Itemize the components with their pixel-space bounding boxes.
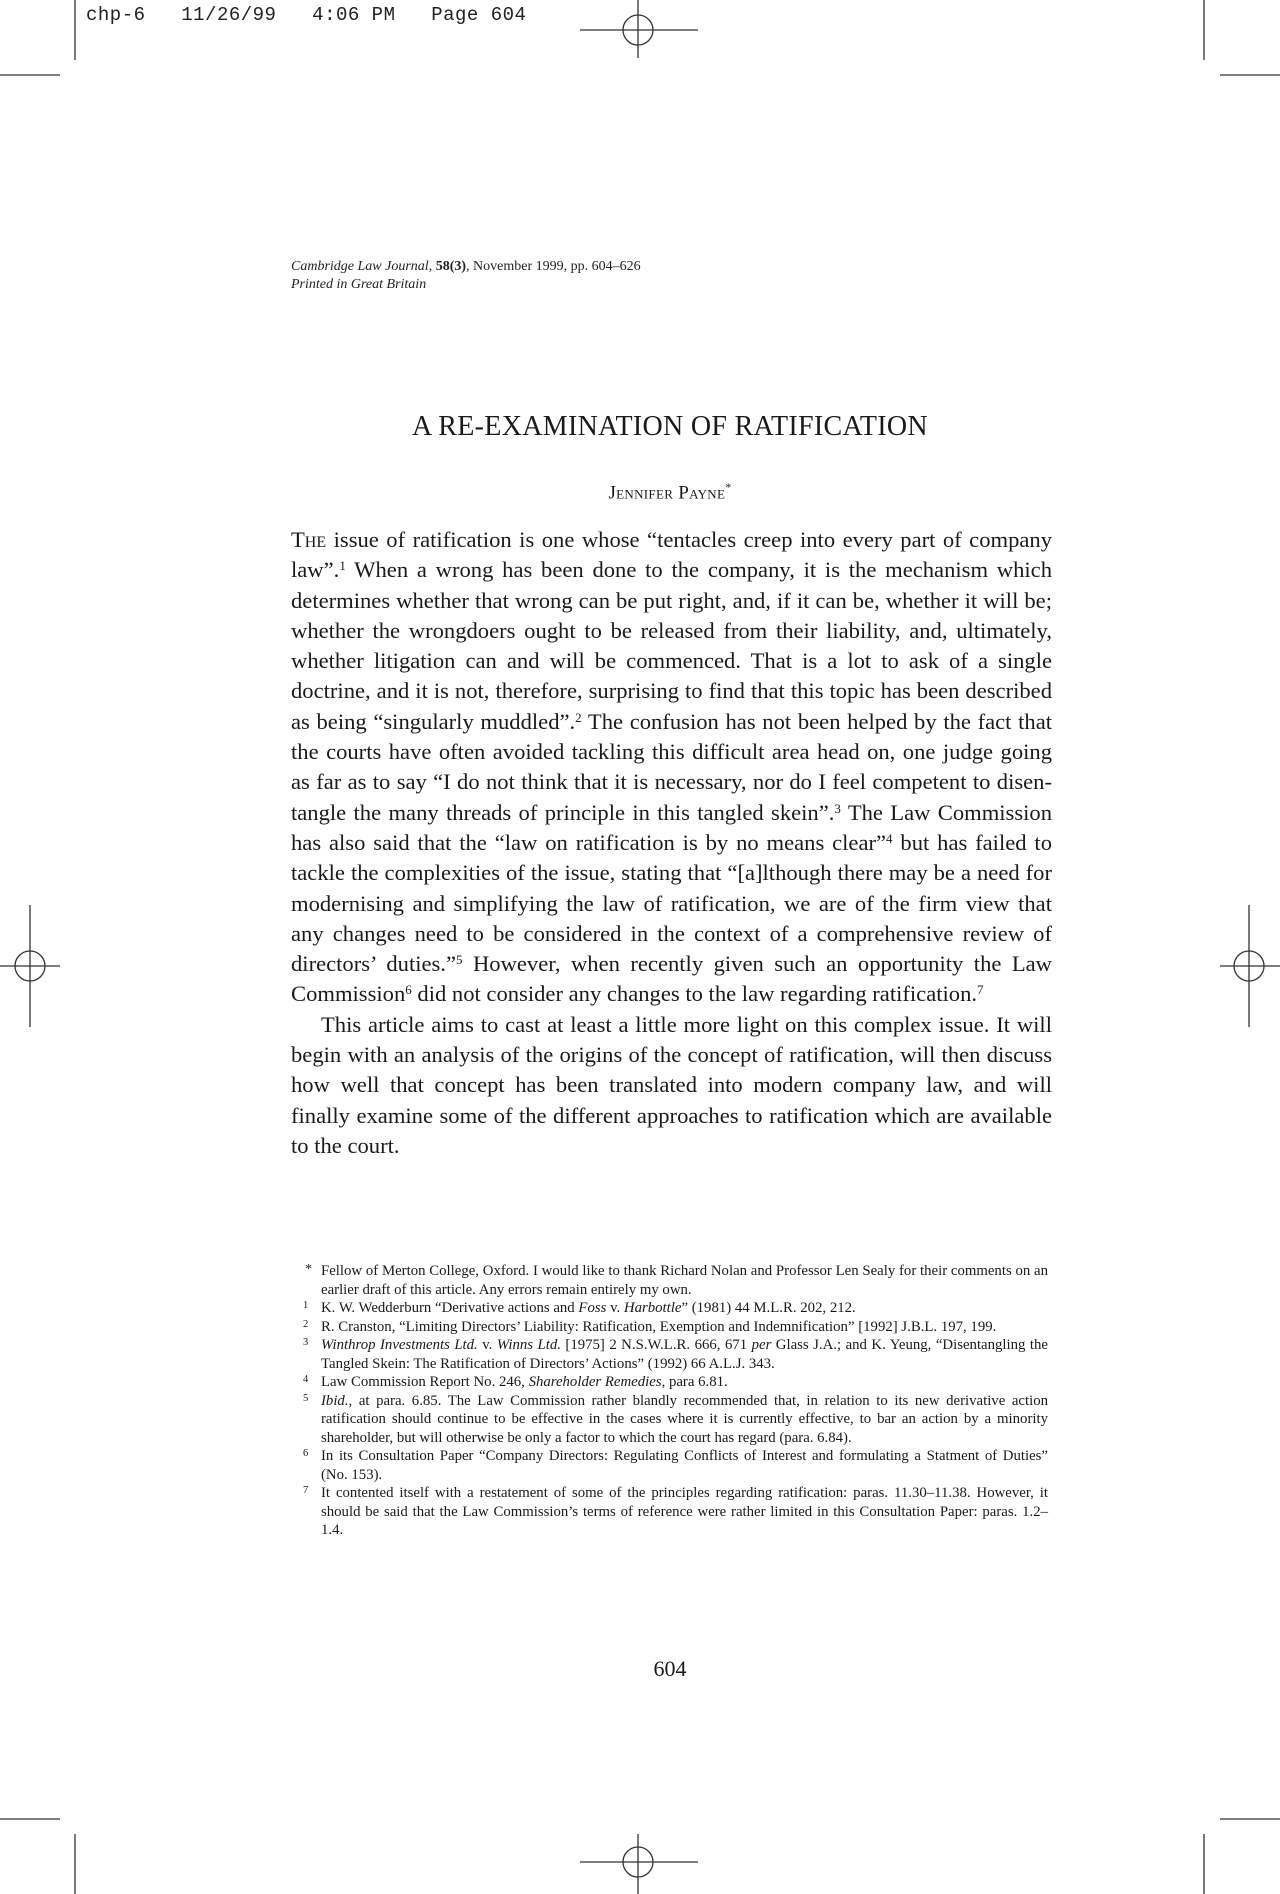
body-text-segment: The Law Commission has also said that the “law on ratification is by no means clear” — [291, 799, 1052, 855]
opening-small-caps: The — [291, 527, 327, 552]
body-paragraph-1 — [291, 525, 1052, 1010]
footnote-number: 3 — [303, 1337, 309, 1348]
footnotes — [291, 1262, 1048, 1540]
footnote-text: Harbottle — [623, 1300, 682, 1316]
registration-mark-left — [0, 905, 60, 1027]
footnote-text: Foss — [578, 1300, 607, 1316]
footnote-text: v. — [477, 1337, 497, 1353]
footnote-text: Ibid. — [321, 1392, 349, 1409]
body-text-segment: but has failed to tackle the complexities of the issue, stating that “[a]lthough there may be a need for modernising and simplifying the law of ratification, we are of the firm view that any changes need to be considered in the context of a comprehensive review of directors’ duties.” — [291, 829, 1053, 977]
body-text-segment: did not consider any changes to the law regarding ratification. — [411, 981, 978, 1007]
printed-in-text: Printed in Great Britain — [291, 277, 427, 292]
author-name: Jennifer Payne — [608, 482, 726, 504]
footnote-number: 1 — [303, 1300, 309, 1311]
footnote-star — [291, 1262, 1048, 1299]
printed-in — [291, 276, 641, 294]
body-text-segment: When a wrong has been done to the company, it is the mechanism which determines whether that wrong can be put right, and, if it can be, whether it will be; whether the wrongdoers ought to be released from their liability, and, ultimately, whether litigation can and will be commenced. That is a lot to ask of a single doctrine, and it is not, therefore, surprising to find that this topic has been described as being “singularly muddled”. — [291, 557, 1052, 734]
footnote-ref-7: 7 — [977, 982, 984, 998]
footnote-ref-1: 1 — [339, 558, 346, 574]
footnote-ref-3: 3 — [834, 800, 841, 816]
footnote-2 — [291, 1318, 1048, 1337]
footnote-text: ” (1981) 44 M.L.R. 202, 212. — [681, 1300, 856, 1316]
footnote-text: per — [751, 1337, 772, 1353]
footnote-text: K. W. Wedderburn “Derivative actions and — [321, 1300, 579, 1316]
footnote-text: R. Cranston, “Limiting Directors’ Liability: Ratification, Exemption and Indemnification” [1992] J.B.L. 197, 199. — [321, 1318, 997, 1335]
footnote-ref-6: 6 — [405, 982, 412, 998]
body-text-segment: issue of ratification is one whose “tentacles creep into every part of company law”. — [291, 527, 1052, 583]
footnote-number: 2 — [303, 1318, 309, 1330]
footnote-7 — [291, 1484, 1048, 1540]
footnote-4 — [291, 1373, 1048, 1392]
footnote-text: , para 6.81. — [661, 1374, 728, 1390]
journal-name: Cambridge Law Journal — [291, 259, 429, 274]
footnote-ref-2: 2 — [575, 709, 582, 725]
footnote-5 — [291, 1392, 1048, 1448]
journal-citation: Cambridge Law Journal, 58(3), November 1999, pp. 604–626 — [291, 259, 641, 274]
footnote-text: It contented itself with a restatement of some of the principles regarding ratification: paras. 11.30–11.38. However, it should be said that the Law Commission’s terms of reference were rather limited in this Consultation Paper: paras. 1.2–1.4. — [321, 1485, 1048, 1538]
footnote-text: , at para. 6.85. The Law Commission rather blandly recommended that, in relation to its new derivative action ratification should continue to be effective in the cases where it is currently effective, to bar an action by a minority shareholder, but will otherwise be only a factor to which the court has regard (para. 6.84). — [321, 1392, 1048, 1446]
slug-time: 4:06 PM — [312, 4, 396, 26]
footnote-text: Law Commission Report No. 246, — [321, 1374, 529, 1390]
footnote-text: Winns Ltd. — [496, 1337, 561, 1353]
slug-file: chp-6 — [86, 4, 146, 26]
registration-mark-right — [1220, 905, 1280, 1027]
article-title: A RE-EXAMINATION OF RATIFICATION — [412, 411, 928, 442]
page-number: 604 — [653, 1656, 687, 1681]
journal-volume: 58(3) — [435, 259, 467, 274]
footnote-3 — [291, 1336, 1048, 1373]
footnote-1 — [291, 1299, 1048, 1318]
article-body — [291, 525, 1052, 1161]
author-footnote-mark: * — [725, 480, 732, 494]
slug-page: Page 604 — [431, 4, 527, 26]
footnote-6 — [291, 1447, 1048, 1484]
journal-issue-info: , November 1999, pp. 604–626 — [466, 259, 641, 274]
slug-date: 11/26/99 — [181, 4, 277, 26]
footnote-text: Fellow of Merton College, Oxford. I would like to thank Richard Nolan and Professor Len Sealy for their comments on an earlier draft of this article. Any errors remain entirely my own. — [321, 1263, 1048, 1298]
footnote-number: 6 — [303, 1448, 309, 1459]
footnote-text: v. — [606, 1300, 624, 1316]
body-text-segment: The confusion has not been helped by the fact that the courts have often avoided tackling this difficult area head on, one judge going as far as to say “I do not think that it is necessary, nor do I feel competent to disentangle the many threads of principle in this tangled skein”. — [291, 708, 1052, 825]
footnote-text: Winthrop Investments Ltd. — [321, 1337, 478, 1353]
footnote-ref-5: 5 — [456, 952, 463, 968]
footnote-number: 7 — [303, 1485, 309, 1496]
footnote-text: Shareholder Remedies — [528, 1374, 662, 1390]
footnote-text: In its Consultation Paper “Company Directors: Regulating Conflicts of Interest and formulating a Statment of Duties” (No. 153). — [321, 1448, 1048, 1483]
footnote-text: Glass J.A.; and K. Yeung, “Disentangling the Tangled Skein: The Ratification of Directors’ Actions” (1992) 66 A.L.J. 343. — [321, 1337, 1048, 1372]
body-text-segment: However, when recently given such an opportunity the Law Commission — [291, 951, 1052, 1007]
footnote-number: 5 — [303, 1392, 309, 1404]
journal-header — [291, 258, 641, 294]
body-paragraph-2: This article aims to cast at least a little more light on this complex issue. It will begin with an analysis of the origins of the concept of ratification, will then discuss how well that concept has been translated into modern company law, and will finally examine some of the different approaches to ratification which are available to the court. — [291, 1011, 1052, 1158]
footnote-ref-4: 4 — [886, 830, 893, 846]
footnote-number: * — [305, 1262, 312, 1277]
footnote-number: 4 — [303, 1374, 309, 1385]
footnote-text: [1975] 2 N.S.W.L.R. 666, 671 — [560, 1337, 752, 1353]
registration-mark-top — [580, 0, 698, 58]
registration-mark-bottom — [580, 1834, 698, 1894]
article-author — [291, 480, 1049, 504]
